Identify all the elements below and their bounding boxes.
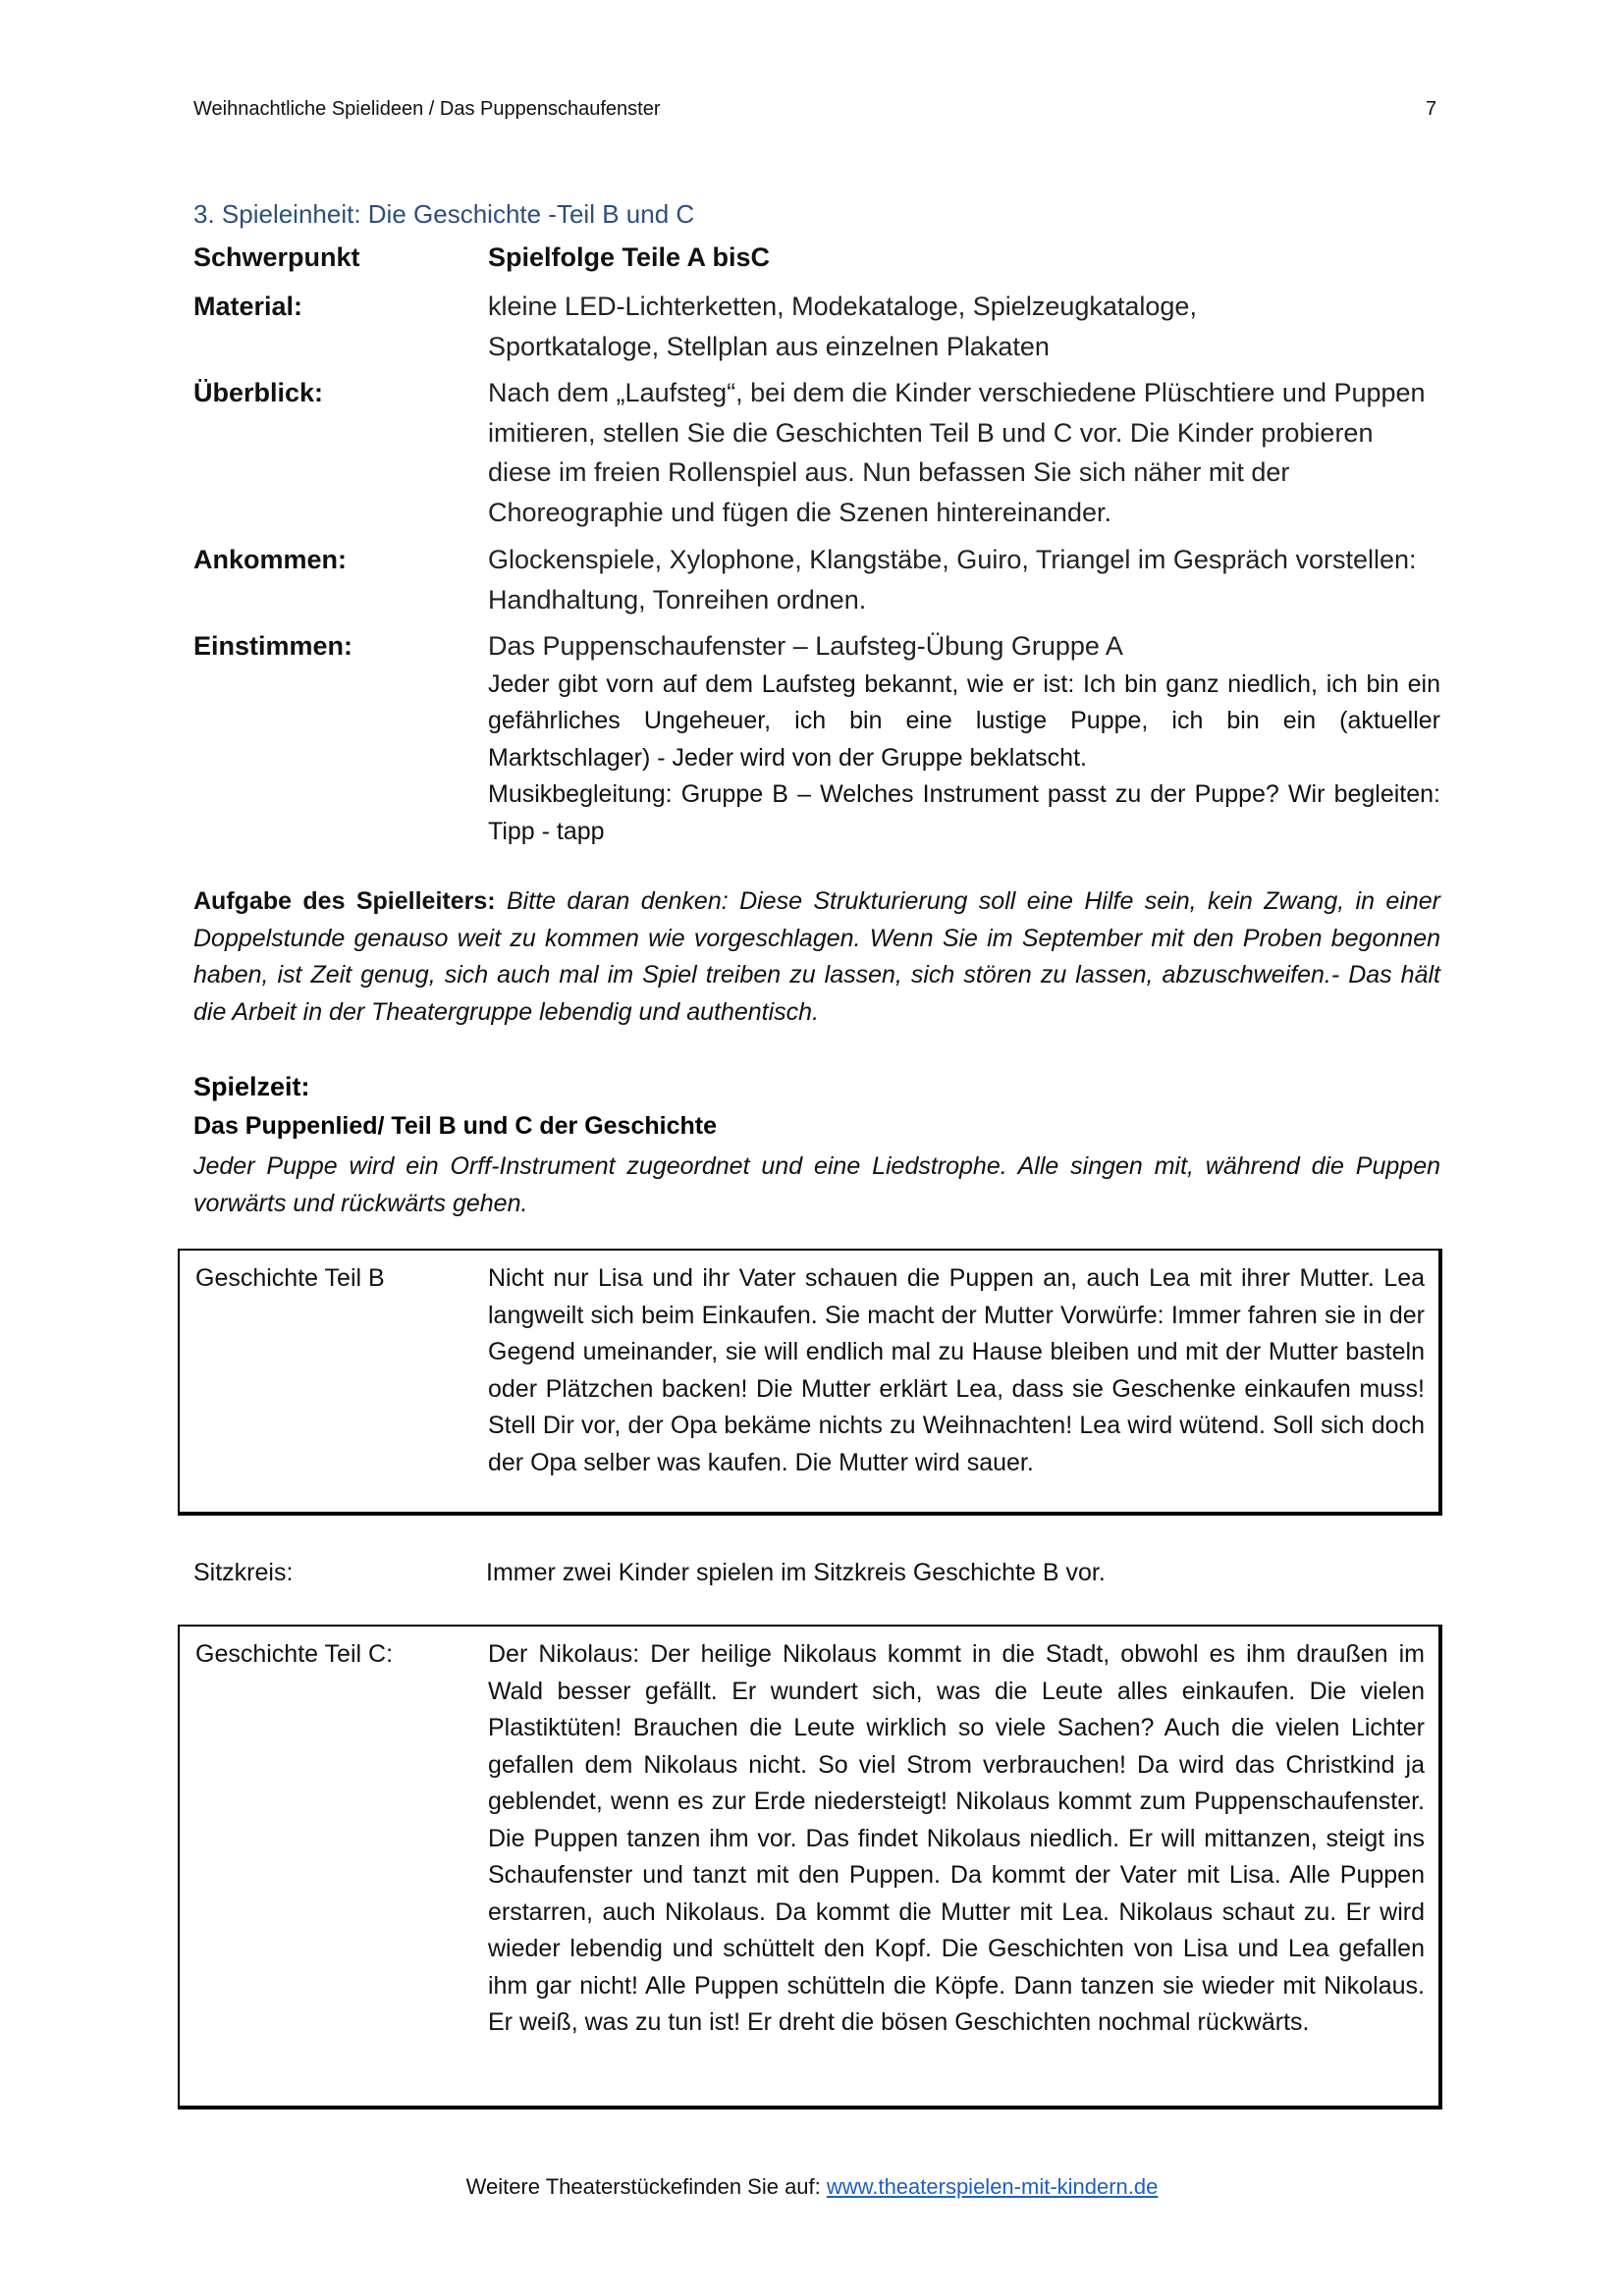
sitzkreis-label: Sitzkreis:: [193, 1559, 294, 1586]
definition-value: Nach dem „Laufsteg“, bei dem die Kinder verschiedene Plüschtiere und Puppen imitieren, stellen Sie die Geschichten Teil B und C vor. Die Kinder probieren diese im freien Rollenspiel aus. Nun befassen Sie sich näher mit der Choreographie und fügen die Szenen hintereinander.: [488, 378, 1426, 527]
definition-material: [193, 287, 1440, 366]
definition-value-group: [488, 626, 1440, 850]
definition-label: Einstimmen:: [193, 631, 353, 661]
footer-text: Weitere Theaterstückefinden Sie auf:: [465, 2174, 827, 2199]
task-paragraph: [193, 883, 1440, 1031]
task-label: Aufgabe des Spielleiters:: [193, 887, 496, 915]
story-label: Geschichte Teil C:: [195, 1640, 394, 1668]
puppenlied-title: Das Puppenlied/ Teil B und C der Geschichte: [193, 1112, 717, 1140]
definition-value: Glockenspiele, Xylophone, Klangstäbe, Guiro, Triangel im Gespräch vorstellen: Handhaltung, Tonreihen ordnen.: [488, 545, 1417, 614]
story-box-part-c: [178, 1625, 1442, 2109]
page-number: 7: [1426, 98, 1437, 120]
page-footer: [0, 2174, 1624, 2200]
definition-value: kleine LED-Lichterketten, Modekataloge, Spielzeugkataloge, Sportkataloge, Stellplan aus einzelnen Plakaten: [488, 292, 1197, 361]
puppenlied-description: Jeder Puppe wird ein Orff-Instrument zugeordnet und eine Liedstrophe. Alle singen mit, während die Puppen vorwärts und rückwärts gehen.: [193, 1152, 1440, 1217]
definition-label: Ankommen:: [193, 545, 348, 574]
story-box-part-b: [178, 1249, 1442, 1516]
definition-label: Schwerpunkt: [193, 242, 360, 272]
story-label: Geschichte Teil B: [195, 1264, 385, 1292]
definition-label: Material:: [193, 292, 303, 321]
running-header-title: Weihnachtliche Spielideen / Das Puppenschaufenster: [193, 98, 661, 120]
einstimmen-title: Das Puppenschaufenster – Laufsteg-Übung Gruppe A: [488, 631, 1123, 661]
sitzkreis-row: [193, 1555, 1440, 1592]
story-text: Nicht nur Lisa und ihr Vater schauen die Puppen an, auch Lea mit ihrer Mutter. Lea langweilt sich beim Einkaufen. Sie macht der Mutter Vorwürfe: Immer fahren sie in der Gegend umeinander, sie will endlich mal zu Hause bleiben und mit der Mutter basteln oder Plätzchen backen! Die Mutter erklärt Lea, dass sie Geschenke einkaufen muss! Stell Dir vor, der Opa bekäme nichts zu Weihnachten! Lea wird wütend. Soll sich doch der Opa selber was kaufen. Die Mutter wird sauer.: [488, 1264, 1425, 1476]
definition-ueberblick: [193, 373, 1440, 532]
definition-value: Spielfolge Teile A bisC: [488, 242, 771, 272]
spielzeit-title: Spielzeit:: [193, 1072, 310, 1101]
section-heading: 3. Spieleinheit: Die Geschichte -Teil B und C: [193, 199, 695, 229]
einstimmen-music: Musikbegleitung: Gruppe B – Welches Instrument passt zu der Puppe? Wir begleiten: Tipp - tapp: [488, 780, 1440, 845]
footer-website-link[interactable]: www.theaterspielen-mit-kindern.de: [826, 2174, 1159, 2199]
definition-einstimmen: [193, 626, 1440, 850]
definition-label: Überblick:: [193, 378, 324, 407]
task-text: Bitte daran denken: Diese Strukturierung soll eine Hilfe sein, kein Zwang, in einer Doppelstunde genauso weit zu kommen wie vorgeschlagen. Wenn Sie im September mit den Proben begonnen haben, ist Zeit genug, sich auch mal im Spiel treiben zu lassen, sich stören zu lassen, abzuschweifen.- Das hält die Arbeit in der Theatergruppe lebendig und authentisch.: [193, 887, 1440, 1026]
definition-schwerpunkt: [193, 238, 1440, 278]
definition-ankommen: [193, 540, 1440, 619]
sitzkreis-text: Immer zwei Kinder spielen im Sitzkreis Geschichte B vor.: [486, 1559, 1106, 1586]
story-text: Der Nikolaus: Der heilige Nikolaus kommt in die Stadt, obwohl es ihm draußen im Wald besser gefällt. Er wundert sich, was die Leute alles einkaufen. Die vielen Plastiktüten! Brauchen die Leute wirklich so viele Sachen? Auch die vielen Lichter gefallen dem Nikolaus nicht. So viel Strom verbrauchen! Da wird das Christkind ja geblendet, wenn es zur Erde niedersteigt! Nikolaus kommt zum Puppenschaufenster. Die Puppen tanzen ihm vor. Das findet Nikolaus niedlich. Er will mittanzen, steigt ins Schaufenster und tanzt mit den Puppen. Da kommt der Vater mit Lisa. Alle Puppen erstarren, auch Nikolaus. Da kommt die Mutter mit Lea. Nikolaus schaut zu. Er wird wieder lebendig und schüttelt den Kopf. Die Geschichten von Lisa und Lea gefallen ihm gar nicht! Alle Puppen schütteln die Köpfe. Dann tanzen sie wieder mit Nikolaus. Er weiß, was zu tun ist! Er dreht die bösen Geschichten nochmal rückwärts.: [488, 1640, 1425, 2036]
einstimmen-detail: Jeder gibt vorn auf dem Laufsteg bekannt, wie er ist: Ich bin ganz niedlich, ich bin ein gefährliches Ungeheuer, ich bin eine lustige Puppe, ich bin ein (aktueller Marktschlager) - Jeder wird von der Gruppe beklatscht.: [488, 669, 1440, 772]
